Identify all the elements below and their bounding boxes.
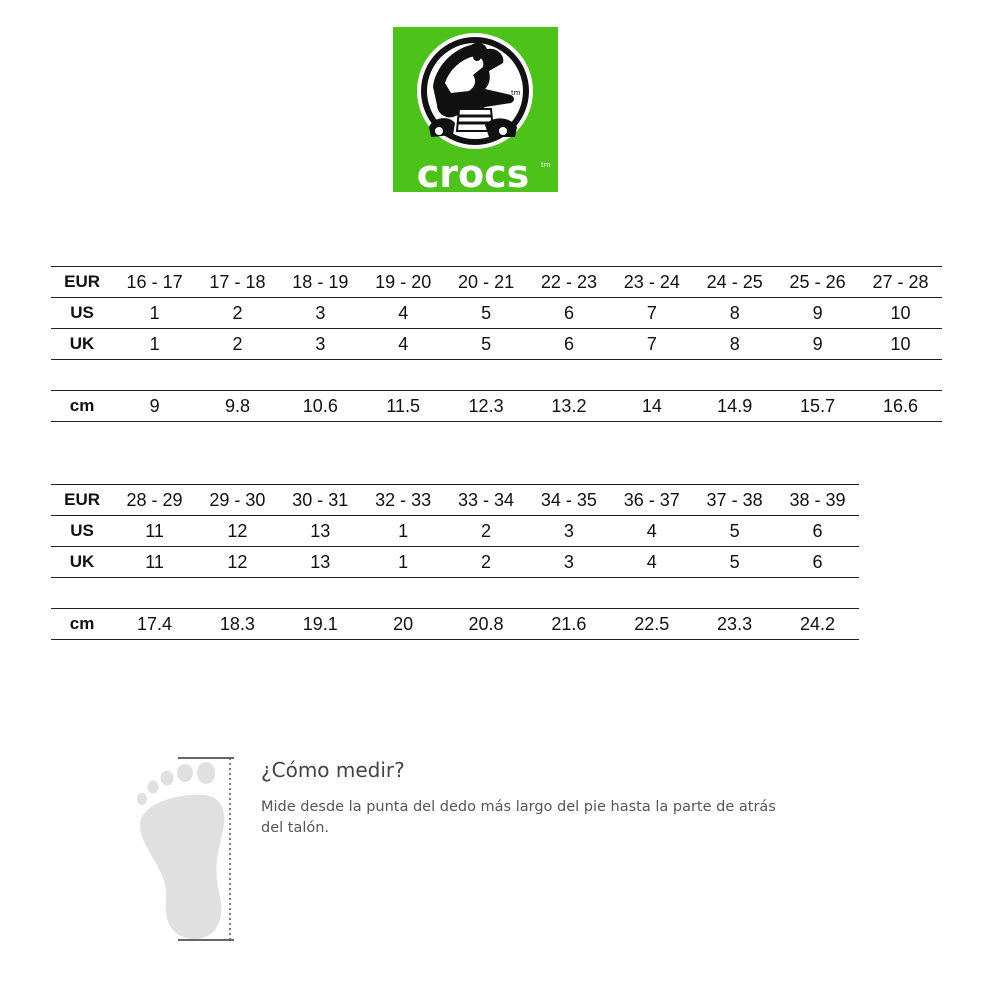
size-cell: 16 - 17 — [113, 267, 196, 298]
svg-text:tm: tm — [511, 89, 521, 97]
crocs-logo — [393, 27, 558, 192]
size-cell: 3 — [527, 547, 610, 578]
size-cell: 4 — [610, 516, 693, 547]
row-label: cm — [51, 391, 113, 422]
size-cell: 4 — [362, 329, 445, 360]
spacer-cell — [51, 578, 859, 609]
size-cell: 7 — [610, 298, 693, 329]
size-cell: 24 - 25 — [693, 267, 776, 298]
size-cell: 16.6 — [859, 391, 942, 422]
size-cell: 9.8 — [196, 391, 279, 422]
size-cell: 18.3 — [196, 609, 279, 640]
size-cell: 4 — [362, 298, 445, 329]
row-label: EUR — [51, 267, 113, 298]
size-cell: 19 - 20 — [362, 267, 445, 298]
size-cell: 36 - 37 — [610, 485, 693, 516]
size-cell: 21.6 — [527, 609, 610, 640]
size-cell: 3 — [279, 329, 362, 360]
row-label: US — [51, 298, 113, 329]
size-cell: 27 - 28 — [859, 267, 942, 298]
row-label: US — [51, 516, 113, 547]
size-cell: 17.4 — [113, 609, 196, 640]
size-cell: 2 — [196, 298, 279, 329]
size-cell: 10 — [859, 329, 942, 360]
size-cell: 20 - 21 — [445, 267, 528, 298]
size-cell: 2 — [445, 547, 528, 578]
size-cell: 6 — [528, 329, 611, 360]
size-cell: 11.5 — [362, 391, 445, 422]
size-cell: 29 - 30 — [196, 485, 279, 516]
foot-measure-icon — [130, 755, 245, 945]
size-row-eur — [51, 267, 942, 298]
size-row-us — [51, 298, 942, 329]
size-cell: 13.2 — [528, 391, 611, 422]
size-cell: 10 — [859, 298, 942, 329]
size-row-uk — [51, 547, 859, 578]
size-cell: 5 — [445, 298, 528, 329]
size-cell: 11 — [113, 547, 196, 578]
size-cell: 11 — [113, 516, 196, 547]
size-cell: 12 — [196, 547, 279, 578]
size-cell: 24.2 — [776, 609, 859, 640]
brand-tm: tm — [541, 161, 551, 169]
size-cell: 28 - 29 — [113, 485, 196, 516]
howto-title: ¿Cómo medir? — [261, 758, 405, 782]
size-cell: 10.6 — [279, 391, 362, 422]
size-cell: 34 - 35 — [527, 485, 610, 516]
size-cell: 1 — [113, 329, 196, 360]
row-label: UK — [51, 547, 113, 578]
size-cell: 19.1 — [279, 609, 362, 640]
size-cell: 1 — [362, 516, 445, 547]
size-cell: 13 — [279, 547, 362, 578]
size-cell: 20.8 — [445, 609, 528, 640]
size-cell: 12.3 — [445, 391, 528, 422]
spacer-row — [51, 578, 859, 609]
spacer-row — [51, 360, 942, 391]
size-cell: 14.9 — [693, 391, 776, 422]
size-row-cm — [51, 609, 859, 640]
size-cell: 33 - 34 — [445, 485, 528, 516]
size-cell: 5 — [445, 329, 528, 360]
size-cell: 5 — [693, 547, 776, 578]
brand-wordmark: crocs — [416, 152, 530, 192]
size-cell: 20 — [362, 609, 445, 640]
size-cell: 14 — [610, 391, 693, 422]
size-cell: 9 — [113, 391, 196, 422]
size-cell: 3 — [527, 516, 610, 547]
size-table-1-body — [51, 267, 942, 422]
size-cell: 18 - 19 — [279, 267, 362, 298]
size-cell: 3 — [279, 298, 362, 329]
size-cell: 7 — [610, 329, 693, 360]
size-cell: 8 — [693, 329, 776, 360]
row-label: EUR — [51, 485, 113, 516]
size-cell: 6 — [776, 547, 859, 578]
size-table-1 — [51, 266, 942, 422]
size-cell: 22 - 23 — [528, 267, 611, 298]
size-cell: 38 - 39 — [776, 485, 859, 516]
size-cell: 17 - 18 — [196, 267, 279, 298]
size-cell: 22.5 — [610, 609, 693, 640]
size-table-2-body — [51, 485, 859, 640]
size-row-us — [51, 516, 859, 547]
size-cell: 23 - 24 — [610, 267, 693, 298]
crocs-logo-graphic — [393, 27, 558, 192]
size-cell: 2 — [445, 516, 528, 547]
size-cell: 5 — [693, 516, 776, 547]
size-cell: 9 — [776, 329, 859, 360]
size-row-cm — [51, 391, 942, 422]
size-cell: 4 — [610, 547, 693, 578]
size-row-eur — [51, 485, 859, 516]
size-cell: 1 — [113, 298, 196, 329]
size-cell: 23.3 — [693, 609, 776, 640]
howto-text: Mide desde la punta del dedo más largo del pie hasta la parte de atrás del talón. — [261, 799, 776, 836]
size-cell: 6 — [528, 298, 611, 329]
size-cell: 2 — [196, 329, 279, 360]
size-cell: 6 — [776, 516, 859, 547]
row-label: cm — [51, 609, 113, 640]
row-label: UK — [51, 329, 113, 360]
spacer-cell — [51, 360, 942, 391]
size-row-uk — [51, 329, 942, 360]
size-cell: 13 — [279, 516, 362, 547]
size-cell: 8 — [693, 298, 776, 329]
size-cell: 12 — [196, 516, 279, 547]
size-cell: 25 - 26 — [776, 267, 859, 298]
size-cell: 37 - 38 — [693, 485, 776, 516]
size-cell: 30 - 31 — [279, 485, 362, 516]
size-cell: 15.7 — [776, 391, 859, 422]
size-table-2 — [51, 484, 859, 640]
size-cell: 32 - 33 — [362, 485, 445, 516]
size-cell: 9 — [776, 298, 859, 329]
size-cell: 1 — [362, 547, 445, 578]
